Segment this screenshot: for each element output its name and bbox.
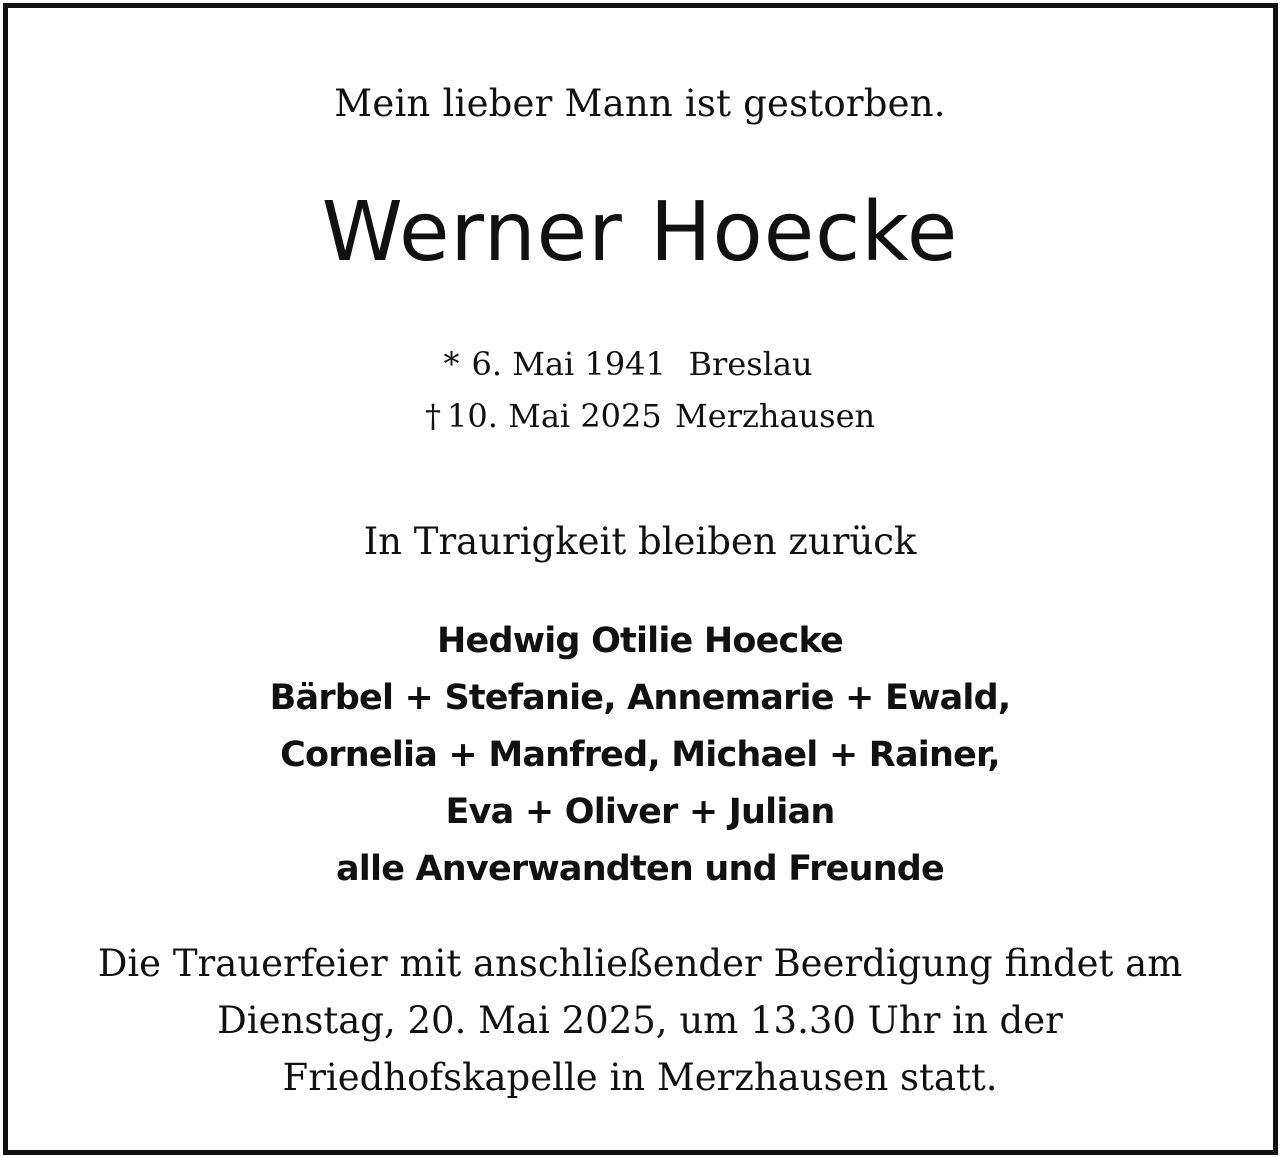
death-date: 10. Mai 2025 — [447, 397, 662, 435]
mourner-line: alle Anverwandten und Freunde — [335, 849, 944, 889]
birth-date: 6. Mai 1941 — [471, 345, 666, 383]
death-row — [0, 390, 1280, 442]
mourner-line: Cornelia + Manfred, Michael + Rainer, — [280, 735, 1000, 775]
funeral-line: Die Trauerfeier mit anschließender Beerdigung findet am — [97, 942, 1183, 985]
birth-row — [0, 338, 1280, 390]
mourner-line: Eva + Oliver + Julian — [445, 792, 835, 832]
mourners-list — [0, 613, 1280, 898]
birth-place: Breslau — [688, 345, 813, 383]
death-place: Merzhausen — [675, 397, 876, 435]
mourning-line: In Traurigkeit bleiben zurück — [363, 520, 917, 563]
mourner-line: Hedwig Otilie Hoecke — [437, 621, 843, 661]
deceased-name: Werner Hoecke — [321, 185, 959, 280]
funeral-line: Dienstag, 20. Mai 2025, um 13.30 Uhr in der — [217, 999, 1063, 1042]
birth-star-icon: * — [443, 345, 460, 383]
life-dates — [0, 338, 1280, 442]
funeral-line: Friedhofskapelle in Merzhausen statt. — [282, 1056, 998, 1099]
funeral-notice — [0, 935, 1280, 1106]
intro-text: Mein lieber Mann ist gestorben. — [334, 82, 946, 125]
death-cross-icon: † — [425, 397, 441, 435]
mourner-line: Bärbel + Stefanie, Annemarie + Ewald, — [269, 678, 1011, 718]
